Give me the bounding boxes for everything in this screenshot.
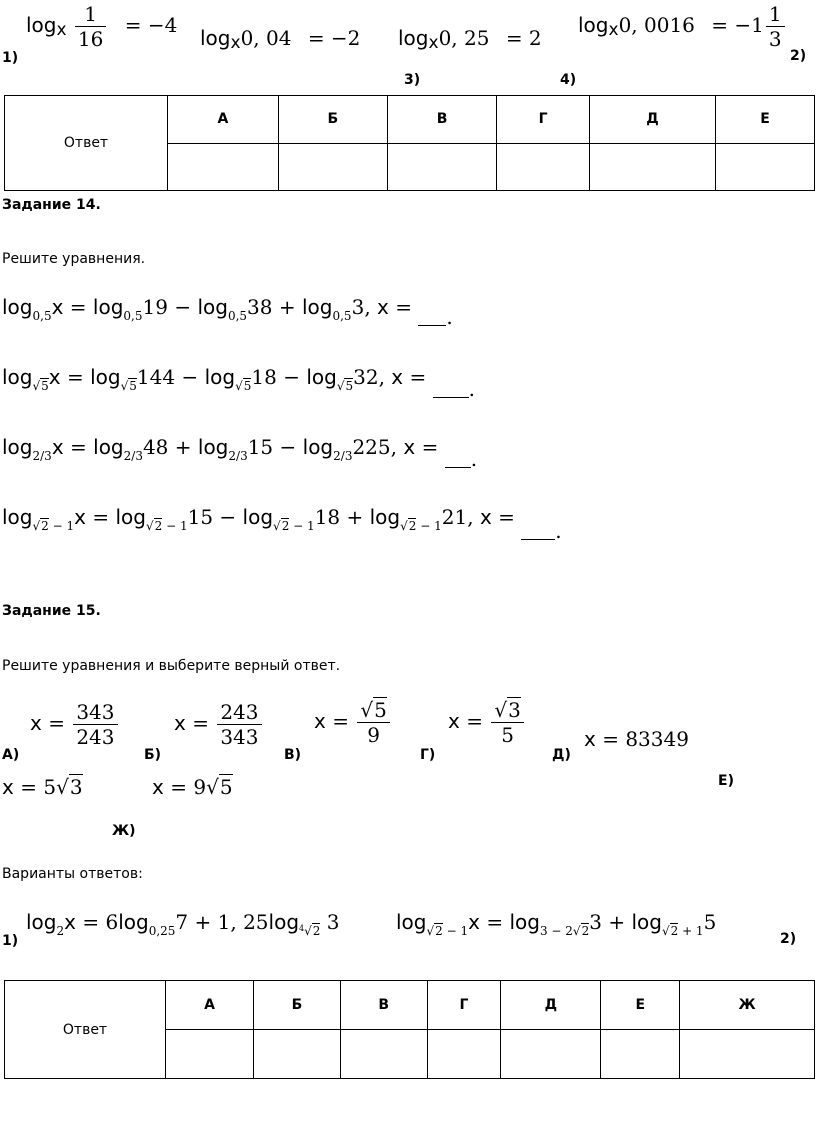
task15-eq-1: $\log_2x = 6\log_{0,25}7 + 1$, $25\log_{^4√2}$ 3: [26, 910, 340, 938]
task15-eq-2-label: 2): [780, 931, 797, 947]
option-b-eq: x = $\frac{243}{343}$: [174, 700, 264, 749]
header-e: Е: [715, 96, 814, 144]
option-b-label: Б): [144, 747, 162, 763]
task14-title: Задание 14.: [2, 197, 101, 213]
option-g-label: Г): [420, 747, 436, 763]
header-v: В: [340, 981, 427, 1030]
answer-cell-e[interactable]: [601, 1030, 680, 1079]
answer-cell-b[interactable]: [254, 1030, 341, 1079]
header-g: Г: [497, 96, 590, 144]
answer-cell-zh[interactable]: [680, 1030, 815, 1079]
task15-title: Задание 15.: [2, 603, 101, 619]
task14-eq-2: $\log_{√5}x = \log_{√5}144 - \log_{√5}18 - \log_{√5}32$, x = .: [2, 365, 475, 401]
task14-eq-4: $\log_{√2 - 1}x = \log_{√2 - 1}15 - \log_{√2 - 1}18 + \log_{√2 - 1}21$, x = .: [2, 505, 562, 543]
answer-cell-v[interactable]: [340, 1030, 427, 1079]
task14-eq-1: $\log_{0,5}x = \log_{0,5}19 - \log_{0,5}38 + \log_{0,5}3$, x = .: [2, 295, 453, 329]
answer-blank[interactable]: [521, 539, 555, 540]
answer-blank[interactable]: [445, 467, 471, 468]
option-v-eq: x = $\frac{√5}{9}$: [314, 698, 392, 747]
header-zh: Ж: [680, 981, 815, 1030]
fraction: $\frac{1}{16}$: [75, 2, 106, 51]
option-a-eq: x = $\frac{343}{243}$: [30, 700, 120, 749]
option-zh-eq: x = 9√5: [152, 775, 233, 799]
option-d-label: Д): [552, 747, 571, 763]
header-a: А: [168, 96, 279, 144]
answer-cell-d[interactable]: [589, 143, 715, 191]
fraction: $\frac{√5}{9}$: [357, 698, 389, 747]
header-b: Б: [254, 981, 341, 1030]
answer-table-2: [4, 980, 815, 1079]
answer-cell-b[interactable]: [278, 143, 387, 191]
option-e-eq: x = 5√3: [2, 775, 83, 799]
top-eq-1: $\log_x$ $\frac{1}{16}$ = −4: [26, 2, 178, 51]
answer-cell-g[interactable]: [427, 1030, 501, 1079]
header-v: В: [387, 96, 496, 144]
top-label-2: 2): [790, 48, 807, 64]
fraction: $\frac{243}{343}$: [217, 700, 261, 749]
option-e-label: Е): [718, 773, 734, 789]
fraction: $\frac{√3}{5}$: [491, 698, 523, 747]
option-a-label: А): [2, 747, 20, 763]
answer-cell-v[interactable]: [387, 143, 496, 191]
answer-label: Ответ: [5, 96, 168, 191]
answer-cell-d[interactable]: [501, 1030, 601, 1079]
answer-label: Ответ: [5, 981, 166, 1079]
top-label-3: 3): [404, 72, 421, 88]
task15-instruction: Решите уравнения и выберите верный ответ.: [2, 658, 341, 674]
option-v-label: В): [284, 747, 302, 763]
answer-blank[interactable]: [433, 397, 469, 398]
answer-cell-e[interactable]: [715, 143, 814, 191]
task15-eq-2: $\log_{√2 - 1}x = \log_{3 - 2√2}3 + \log_{√2 + 1}5$: [396, 910, 717, 938]
variants-label: Варианты ответов:: [2, 866, 143, 882]
top-label-4: 4): [560, 72, 577, 88]
option-d-eq: x = 83349: [584, 727, 689, 751]
header-b: Б: [278, 96, 387, 144]
task14-eq-3: $\log_{2/3}x = \log_{2/3}48 + \log_{2/3}15 - \log_{2/3}225$, x = .: [2, 435, 478, 471]
top-eq-4: $\log_x0$, 0016 = −1 $\frac{1}{3}$: [578, 2, 787, 51]
option-g-eq: x = $\frac{√3}{5}$: [448, 698, 526, 747]
answer-cell-a[interactable]: [166, 1030, 254, 1079]
answer-cell-g[interactable]: [497, 143, 590, 191]
answer-cell-a[interactable]: [168, 143, 279, 191]
top-eq-2: $\log_x0$, 04 = −2: [200, 26, 361, 53]
fraction: $\frac{1}{3}$: [766, 2, 785, 51]
task15-eq-1-label: 1): [2, 933, 19, 949]
top-eq-3: $\log_x0$, 25 = 2: [398, 26, 542, 53]
top-label-1: 1): [2, 50, 19, 66]
header-g: Г: [427, 981, 501, 1030]
header-e: Е: [601, 981, 680, 1030]
header-d: Д: [501, 981, 601, 1030]
header-a: А: [166, 981, 254, 1030]
option-zh-label: Ж): [112, 823, 136, 839]
task14-instruction: Решите уравнения.: [2, 251, 146, 267]
header-d: Д: [589, 96, 715, 144]
answer-table-1: [4, 95, 815, 191]
fraction: $\frac{343}{243}$: [73, 700, 117, 749]
answer-blank[interactable]: [418, 325, 446, 326]
